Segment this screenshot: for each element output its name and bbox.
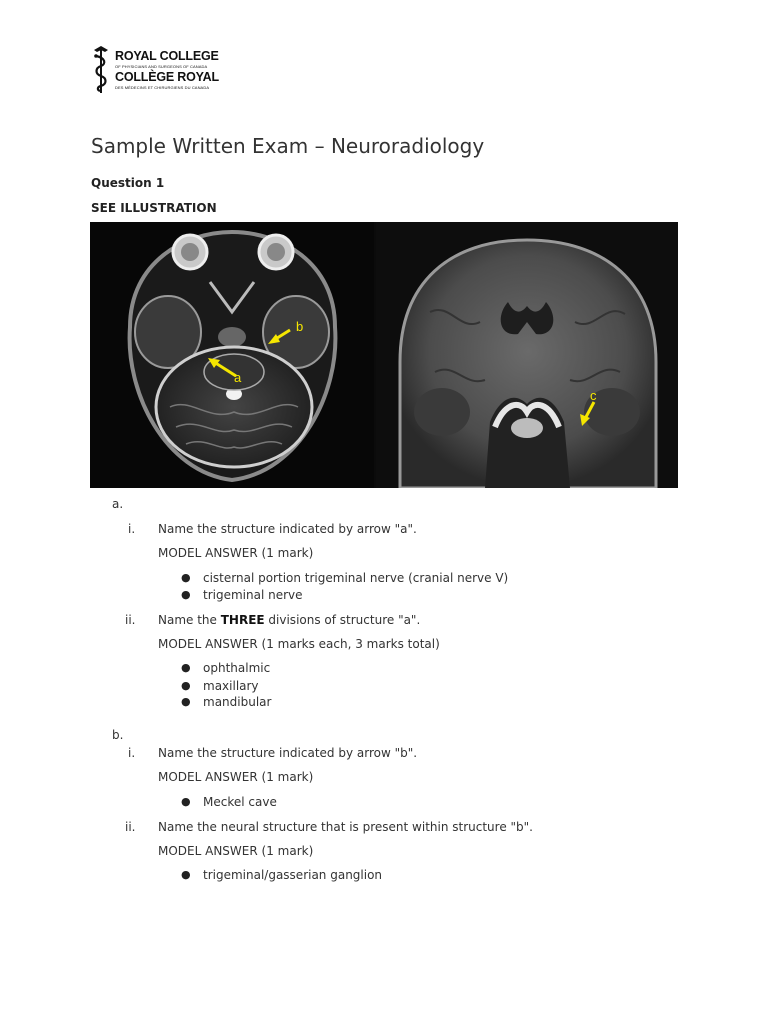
page-title: Sample Written Exam – Neuroradiology [91, 134, 485, 158]
answer-item: cisternal portion trigeminal nerve (cranial nerve V) [203, 571, 509, 585]
prompt-text: divisions of structure "a". [264, 613, 421, 627]
part-b-q2-prompt: Name the neural structure that is present within structure "b". [158, 820, 533, 834]
answer-item: ophthalmic [203, 661, 271, 675]
logo-line-2: OF PHYSICIANS AND SURGEONS OF CANADA [115, 64, 208, 69]
coronal-mri-panel [376, 222, 678, 488]
part-a-q2-model-answer: MODEL ANSWER (1 marks each, 3 marks total) [158, 637, 440, 651]
answer-item: trigeminal nerve [203, 588, 303, 602]
logo-line-3: COLLÈGE ROYAL [115, 70, 219, 84]
see-illustration-label: SEE ILLUSTRATION [91, 201, 217, 215]
part-a-q1-number: i. [128, 522, 136, 536]
axial-mri-panel [90, 222, 374, 488]
answer-item: mandibular [203, 695, 272, 709]
prompt-emphasis: THREE [220, 613, 265, 627]
part-b-q2-model-answer: MODEL ANSWER (1 mark) [158, 844, 314, 858]
prompt-text: Name the [158, 613, 221, 627]
part-b-q2-number: ii. [125, 820, 136, 834]
question-number: Question 1 [91, 176, 165, 190]
part-b-q1-model-answer: MODEL ANSWER (1 mark) [158, 770, 314, 784]
part-a-q2-number: ii. [125, 613, 136, 627]
answer-item: trigeminal/gasserian ganglion [203, 868, 383, 882]
logo-line-4: DES MÉDECINS ET CHIRURGIENS DU CANADA [115, 85, 210, 90]
arrow-label-c: c [590, 388, 597, 403]
mri-illustration [90, 222, 678, 488]
answer-item: maxillary [203, 679, 259, 693]
royal-college-logo [91, 44, 221, 96]
arrow-label-a: a [234, 370, 242, 385]
bullet-icon: ● [181, 679, 191, 692]
bullet-icon: ● [181, 795, 191, 808]
answer-item: Meckel cave [203, 795, 277, 809]
part-a-q2-prompt [158, 613, 420, 627]
part-b-q1-prompt: Name the structure indicated by arrow "b". [158, 746, 418, 760]
arrow-label-b: b [296, 319, 304, 334]
part-b-q1-number: i. [128, 746, 136, 760]
bullet-icon: ● [181, 571, 191, 584]
part-a-q1-model-answer: MODEL ANSWER (1 mark) [158, 546, 314, 560]
logo-line-1: ROYAL COLLEGE [115, 49, 219, 63]
bullet-icon: ● [181, 588, 191, 601]
part-a-q1-prompt: Name the structure indicated by arrow "a". [158, 522, 417, 536]
bullet-icon: ● [181, 661, 191, 674]
bullet-icon: ● [181, 695, 191, 708]
bullet-icon: ● [181, 868, 191, 881]
part-b-letter: b. [112, 728, 124, 742]
part-a-letter: a. [112, 497, 124, 511]
rod-of-asclepius-icon [91, 44, 111, 94]
mri-figure-svg [90, 222, 678, 488]
